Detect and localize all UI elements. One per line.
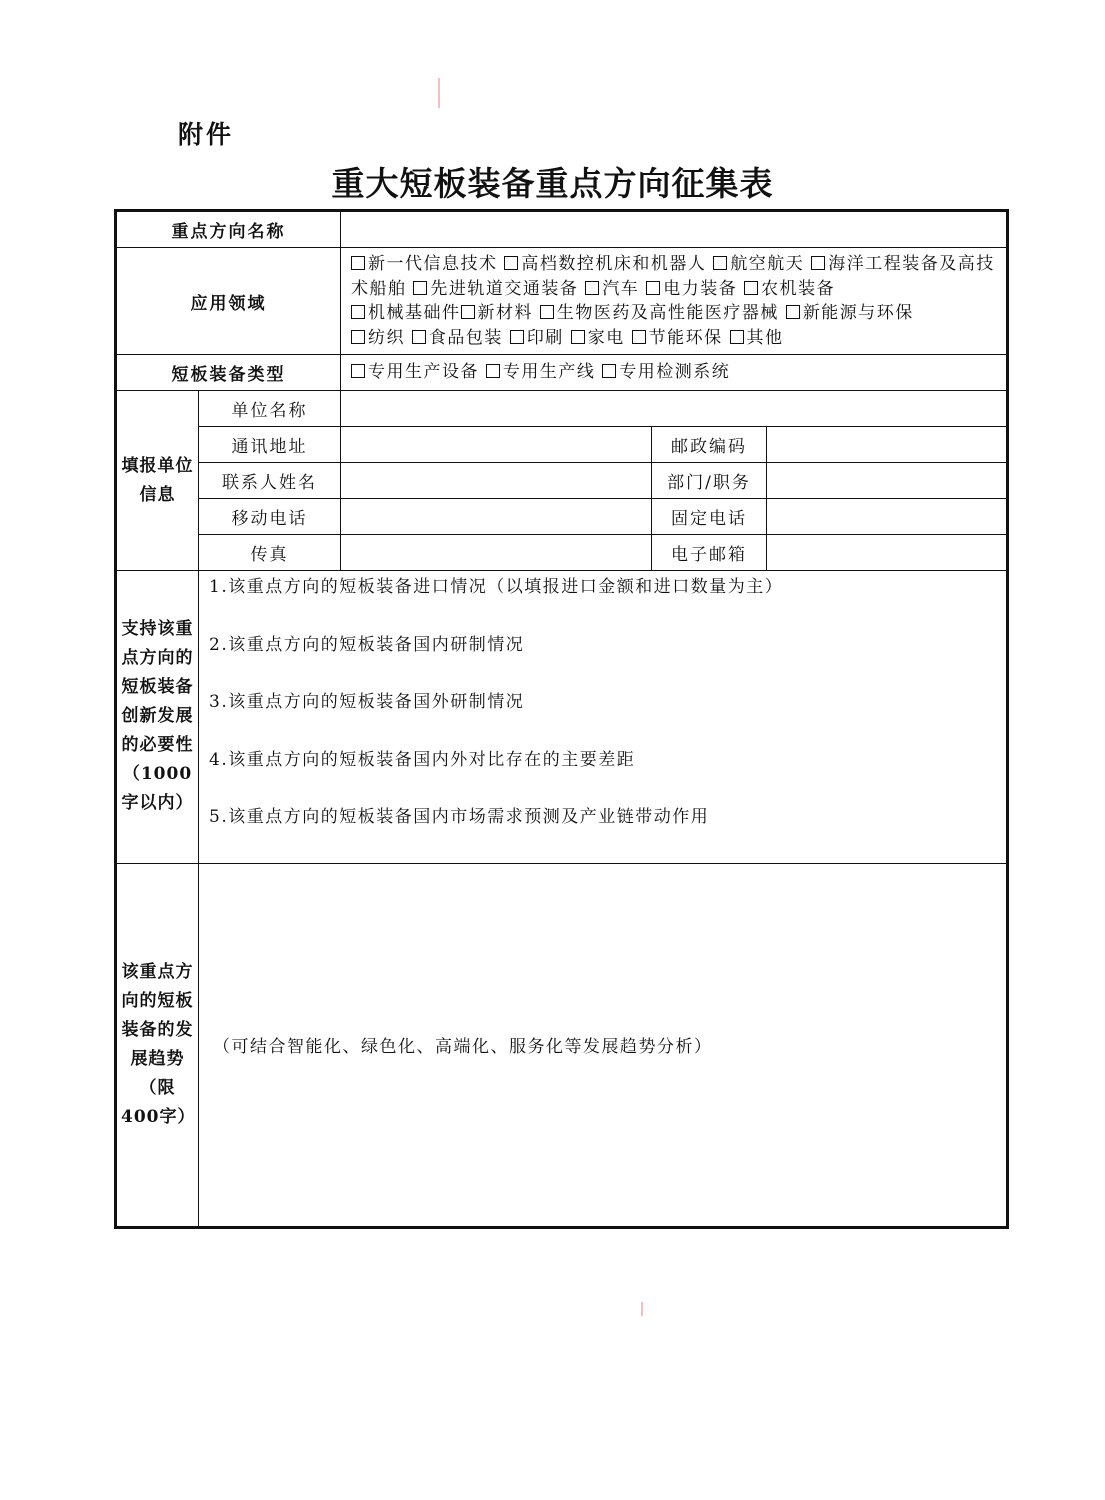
checkbox-icon[interactable]	[646, 281, 660, 295]
necessity-item: 5.该重点方向的短板装备国内市场需求预测及产业链带动作用	[209, 807, 710, 827]
necessity-item: 4.该重点方向的短板装备国内外对比存在的主要差距	[209, 749, 636, 770]
checkbox-icon[interactable]	[786, 305, 800, 319]
direction-name-label: 重点方向名称	[116, 211, 341, 248]
option-item[interactable]: 生物医药及高性能医疗器械	[540, 303, 779, 323]
checkbox-icon[interactable]	[585, 281, 599, 295]
attachment-label: 附件	[178, 120, 235, 149]
fax-label: 传真	[199, 535, 341, 571]
checkbox-icon[interactable]	[744, 281, 758, 295]
applicant-info-label: 填报单位信息	[116, 391, 199, 571]
checkbox-icon[interactable]	[602, 364, 616, 378]
checkbox-icon[interactable]	[713, 256, 727, 270]
option-item[interactable]: 电力装备	[646, 279, 737, 299]
option-item[interactable]: 高档数控机床和机器人	[504, 254, 706, 274]
unit-name-field[interactable]	[341, 391, 1008, 427]
checkbox-icon[interactable]	[811, 256, 825, 270]
landline-field[interactable]	[767, 499, 1008, 535]
page-title: 重大短板装备重点方向征集表	[331, 164, 774, 203]
trend-label: 该重点方向的短板装备的发展趋势（限400字）	[116, 863, 199, 1227]
option-item[interactable]: 其他	[730, 328, 784, 348]
scan-mark	[438, 78, 440, 108]
option-item[interactable]: 机械基础件	[351, 303, 461, 323]
option-item[interactable]: 新能源与环保	[786, 303, 914, 323]
necessity-label: 支持该重点方向的短板装备创新发展的必要性（1000字以内）	[116, 571, 199, 864]
application-field-options	[341, 248, 1008, 355]
option-item[interactable]: 新一代信息技术	[351, 254, 498, 274]
checkbox-icon[interactable]	[571, 330, 585, 344]
option-item[interactable]: 纺织	[351, 328, 405, 348]
option-item[interactable]: 节能环保	[632, 328, 723, 348]
necessity-item: 3.该重点方向的短板装备国外研制情况	[209, 692, 525, 712]
checkbox-icon[interactable]	[540, 305, 554, 319]
necessity-field[interactable]	[199, 571, 1008, 864]
unit-name-label: 单位名称	[199, 391, 341, 427]
dept-title-label: 部门/职务	[652, 463, 767, 499]
checkbox-icon[interactable]	[730, 330, 744, 344]
option-item[interactable]: 专用检测系统	[602, 362, 730, 382]
necessity-item: 1.该重点方向的短板装备进口情况（以填报进口金额和进口数量为主）	[209, 577, 784, 597]
checkbox-icon[interactable]	[413, 281, 427, 295]
equipment-type-options	[341, 355, 1008, 391]
option-item[interactable]: 先进轨道交通装备	[413, 279, 578, 299]
trend-hint: （可结合智能化、绿色化、高端化、服务化等发展趋势分析）	[213, 1037, 713, 1057]
checkbox-icon[interactable]	[486, 364, 500, 378]
email-label: 电子邮箱	[652, 535, 767, 571]
checkbox-icon[interactable]	[351, 330, 365, 344]
direction-name-field[interactable]	[341, 211, 1008, 248]
trend-field[interactable]	[199, 863, 1008, 1227]
option-item[interactable]: 航空航天	[713, 254, 804, 274]
option-item[interactable]: 专用生产线	[486, 362, 596, 382]
mobile-label: 移动电话	[199, 499, 341, 535]
contact-name-field[interactable]	[341, 463, 652, 499]
checkbox-icon[interactable]	[510, 330, 524, 344]
option-item[interactable]: 专用生产设备	[351, 362, 479, 382]
dept-title-field[interactable]	[767, 463, 1008, 499]
option-item[interactable]: 农机装备	[744, 279, 835, 299]
option-item[interactable]: 家电	[571, 328, 625, 348]
email-field[interactable]	[767, 535, 1008, 571]
address-field[interactable]	[341, 427, 652, 463]
option-item[interactable]: 海洋工程装备及高技术船舶	[351, 254, 995, 299]
checkbox-icon[interactable]	[632, 330, 646, 344]
landline-label: 固定电话	[652, 499, 767, 535]
address-label: 通讯地址	[199, 427, 341, 463]
necessity-item: 2.该重点方向的短板装备国内研制情况	[209, 634, 525, 655]
fax-field[interactable]	[341, 535, 652, 571]
collection-form-table	[114, 209, 1009, 1229]
option-item[interactable]: 印刷	[510, 328, 564, 348]
checkbox-icon[interactable]	[351, 305, 365, 319]
contact-name-label: 联系人姓名	[199, 463, 341, 499]
option-item[interactable]: 新材料	[461, 303, 534, 323]
checkbox-icon[interactable]	[504, 256, 518, 270]
option-item[interactable]: 汽车	[585, 279, 639, 299]
checkbox-icon[interactable]	[351, 364, 365, 378]
postcode-field[interactable]	[767, 427, 1008, 463]
option-item[interactable]: 食品包装	[412, 328, 503, 348]
checkbox-icon[interactable]	[412, 330, 426, 344]
equipment-type-label: 短板装备类型	[116, 355, 341, 391]
scan-mark	[641, 1302, 643, 1316]
checkbox-icon[interactable]	[351, 256, 365, 270]
mobile-field[interactable]	[341, 499, 652, 535]
checkbox-icon[interactable]	[461, 305, 475, 319]
postcode-label: 邮政编码	[652, 427, 767, 463]
application-field-label: 应用领域	[116, 248, 341, 355]
